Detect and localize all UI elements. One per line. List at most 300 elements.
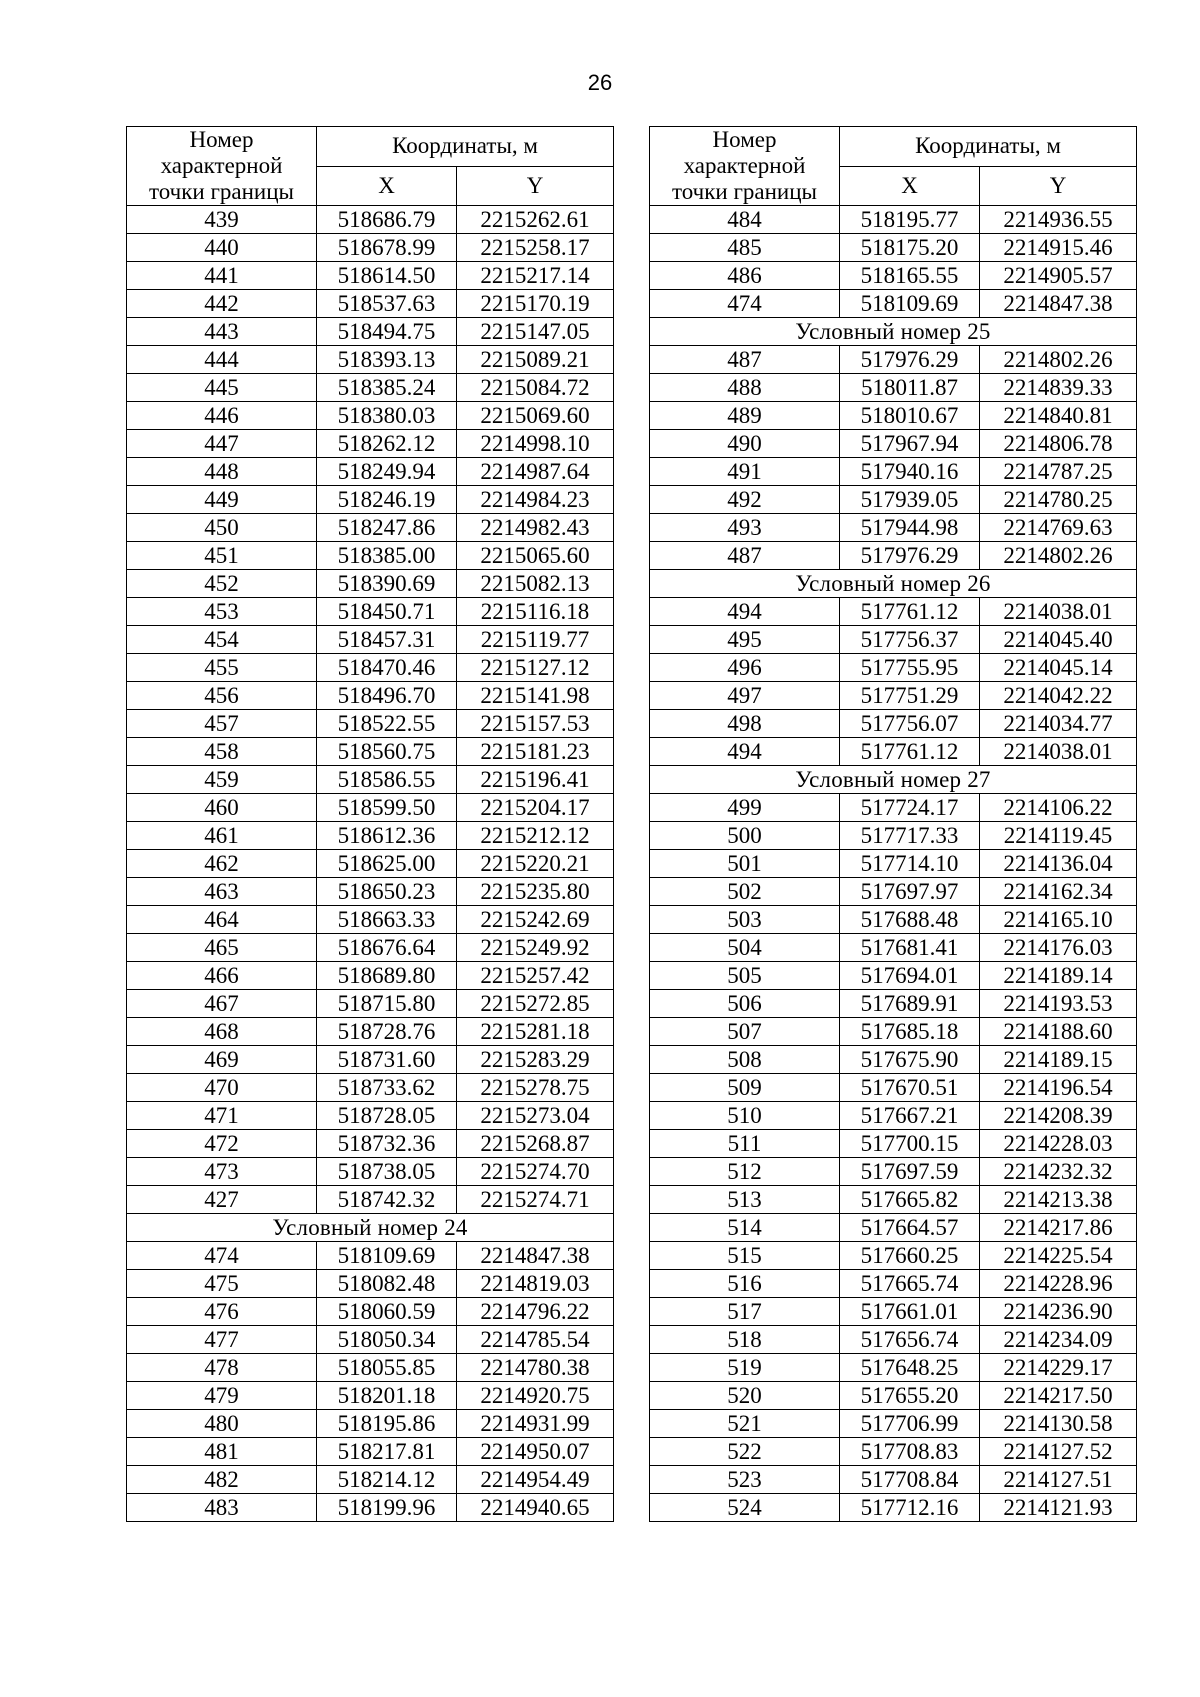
- point-number-cell: 496: [650, 654, 840, 682]
- point-number-cell: 487: [650, 346, 840, 374]
- y-coordinate-cell: 2215272.85: [457, 990, 614, 1018]
- x-coordinate-cell: 517694.01: [840, 962, 980, 990]
- group-label: Условный номер 25: [650, 318, 1137, 346]
- y-coordinate-cell: 2214176.03: [980, 934, 1137, 962]
- point-number-cell: 451: [127, 542, 317, 570]
- point-number-cell: 471: [127, 1102, 317, 1130]
- point-number-cell: 514: [650, 1214, 840, 1242]
- x-coordinate-cell: 517675.90: [840, 1046, 980, 1074]
- x-coordinate-cell: 518728.05: [317, 1102, 457, 1130]
- x-coordinate-cell: 517761.12: [840, 738, 980, 766]
- y-coordinate-cell: 2215116.18: [457, 598, 614, 626]
- x-coordinate-cell: 518011.87: [840, 374, 980, 402]
- x-coordinate-cell: 517648.25: [840, 1354, 980, 1382]
- x-coordinate-cell: 518195.86: [317, 1410, 457, 1438]
- table-row: [127, 290, 614, 318]
- y-coordinate-cell: 2214785.54: [457, 1326, 614, 1354]
- point-number-cell: 468: [127, 1018, 317, 1046]
- y-coordinate-cell: 2214931.99: [457, 1410, 614, 1438]
- table-row: [650, 346, 1137, 374]
- x-coordinate-cell: 517751.29: [840, 682, 980, 710]
- point-number-cell: 503: [650, 906, 840, 934]
- x-coordinate-cell: 518060.59: [317, 1298, 457, 1326]
- x-coordinate-cell: 517667.21: [840, 1102, 980, 1130]
- x-coordinate-cell: 518470.46: [317, 654, 457, 682]
- y-coordinate-cell: 2215273.04: [457, 1102, 614, 1130]
- point-number-cell: 462: [127, 850, 317, 878]
- table-row: [650, 822, 1137, 850]
- table-row: [650, 794, 1137, 822]
- y-coordinate-cell: 2214954.49: [457, 1466, 614, 1494]
- table-row: [650, 1158, 1137, 1186]
- x-coordinate-cell: 517665.74: [840, 1270, 980, 1298]
- y-coordinate-cell: 2214905.57: [980, 262, 1137, 290]
- x-coordinate-cell: 517724.17: [840, 794, 980, 822]
- y-coordinate-cell: 2214127.52: [980, 1438, 1137, 1466]
- x-coordinate-cell: 517665.82: [840, 1186, 980, 1214]
- y-coordinate-cell: 2214234.09: [980, 1326, 1137, 1354]
- point-number-cell: 474: [127, 1242, 317, 1270]
- group-header-row: [650, 570, 1137, 598]
- point-number-cell: 446: [127, 402, 317, 430]
- point-number-cell: 491: [650, 458, 840, 486]
- y-coordinate-cell: 2215089.21: [457, 346, 614, 374]
- point-number-cell: 470: [127, 1074, 317, 1102]
- y-coordinate-cell: 2214998.10: [457, 430, 614, 458]
- point-number-cell: 448: [127, 458, 317, 486]
- point-number-cell: 473: [127, 1158, 317, 1186]
- table-row: [650, 514, 1137, 542]
- table-row: [127, 1466, 614, 1494]
- coordinates-table-right: [649, 126, 1137, 1522]
- point-number-cell: 519: [650, 1354, 840, 1382]
- table-row: [127, 458, 614, 486]
- table-row: [650, 934, 1137, 962]
- point-number-cell: 479: [127, 1382, 317, 1410]
- table-row: [127, 542, 614, 570]
- y-coordinate-cell: 2214165.10: [980, 906, 1137, 934]
- y-coordinate-cell: 2215084.72: [457, 374, 614, 402]
- y-coordinate-cell: 2215235.80: [457, 878, 614, 906]
- x-coordinate-cell: 518457.31: [317, 626, 457, 654]
- point-number-cell: 521: [650, 1410, 840, 1438]
- x-coordinate-cell: 518393.13: [317, 346, 457, 374]
- y-coordinate-cell: 2215217.14: [457, 262, 614, 290]
- point-number-cell: 495: [650, 626, 840, 654]
- group-header-row: [127, 1214, 614, 1242]
- x-coordinate-cell: 517708.84: [840, 1466, 980, 1494]
- table-row: [650, 1186, 1137, 1214]
- y-coordinate-cell: 2215257.42: [457, 962, 614, 990]
- x-coordinate-cell: 518678.99: [317, 234, 457, 262]
- x-coordinate-cell: 517756.37: [840, 626, 980, 654]
- point-number-cell: 483: [127, 1494, 317, 1522]
- y-coordinate-cell: 2215258.17: [457, 234, 614, 262]
- table-row: [650, 1046, 1137, 1074]
- point-number-cell: 507: [650, 1018, 840, 1046]
- y-coordinate-cell: 2214936.55: [980, 206, 1137, 234]
- table-row: [650, 598, 1137, 626]
- x-coordinate-cell: 518109.69: [840, 290, 980, 318]
- table-row: [650, 1326, 1137, 1354]
- x-coordinate-cell: 518625.00: [317, 850, 457, 878]
- point-number-cell: 452: [127, 570, 317, 598]
- x-coordinate-cell: 517756.07: [840, 710, 980, 738]
- x-coordinate-cell: 517664.57: [840, 1214, 980, 1242]
- coordinates-table-left: [126, 126, 614, 1522]
- x-coordinate-cell: 518738.05: [317, 1158, 457, 1186]
- x-coordinate-cell: 517712.16: [840, 1494, 980, 1522]
- table-row: [127, 318, 614, 346]
- table-row: [127, 1354, 614, 1382]
- y-coordinate-cell: 2215127.12: [457, 654, 614, 682]
- y-coordinate-cell: 2214213.38: [980, 1186, 1137, 1214]
- y-coordinate-cell: 2214847.38: [457, 1242, 614, 1270]
- x-coordinate-cell: 518217.81: [317, 1438, 457, 1466]
- point-number-cell: 506: [650, 990, 840, 1018]
- table-row: [650, 738, 1137, 766]
- point-number-cell: 464: [127, 906, 317, 934]
- x-coordinate-cell: 517761.12: [840, 598, 980, 626]
- table-row: [650, 1382, 1137, 1410]
- y-coordinate-cell: 2214806.78: [980, 430, 1137, 458]
- x-coordinate-cell: 517688.48: [840, 906, 980, 934]
- point-number-cell: 524: [650, 1494, 840, 1522]
- x-coordinate-cell: 517689.91: [840, 990, 980, 1018]
- y-coordinate-cell: 2214193.53: [980, 990, 1137, 1018]
- point-number-cell: 487: [650, 542, 840, 570]
- point-number-cell: 444: [127, 346, 317, 374]
- table-row: [127, 738, 614, 766]
- x-coordinate-cell: 517755.95: [840, 654, 980, 682]
- point-number-cell: 486: [650, 262, 840, 290]
- x-coordinate-cell: 518262.12: [317, 430, 457, 458]
- point-number-cell: 510: [650, 1102, 840, 1130]
- y-coordinate-cell: 2215212.12: [457, 822, 614, 850]
- y-coordinate-cell: 2214987.64: [457, 458, 614, 486]
- table-row: [650, 402, 1137, 430]
- x-coordinate-cell: 518247.86: [317, 514, 457, 542]
- table-row: [650, 374, 1137, 402]
- table-row: [127, 486, 614, 514]
- table-row: [127, 682, 614, 710]
- point-number-cell: 453: [127, 598, 317, 626]
- point-number-cell: 513: [650, 1186, 840, 1214]
- x-coordinate-cell: 518380.03: [317, 402, 457, 430]
- y-coordinate-cell: 2214106.22: [980, 794, 1137, 822]
- x-coordinate-cell: 518165.55: [840, 262, 980, 290]
- table-row: [650, 1298, 1137, 1326]
- x-coordinate-cell: 518733.62: [317, 1074, 457, 1102]
- y-coordinate-cell: 2214136.04: [980, 850, 1137, 878]
- point-number-cell: 439: [127, 206, 317, 234]
- point-number-cell: 492: [650, 486, 840, 514]
- x-coordinate-cell: 518732.36: [317, 1130, 457, 1158]
- table-row: [127, 598, 614, 626]
- y-coordinate-cell: 2215082.13: [457, 570, 614, 598]
- point-number-cell: 449: [127, 486, 317, 514]
- y-coordinate-cell: 2214034.77: [980, 710, 1137, 738]
- point-number-cell: 457: [127, 710, 317, 738]
- x-coordinate-cell: 517706.99: [840, 1410, 980, 1438]
- point-number-cell: 494: [650, 598, 840, 626]
- x-coordinate-cell: 518522.55: [317, 710, 457, 738]
- x-coordinate-cell: 518385.24: [317, 374, 457, 402]
- table-row: [650, 962, 1137, 990]
- y-coordinate-cell: 2214232.32: [980, 1158, 1137, 1186]
- y-coordinate-cell: 2214787.25: [980, 458, 1137, 486]
- point-number-cell: 427: [127, 1186, 317, 1214]
- table-row: [127, 346, 614, 374]
- x-coordinate-cell: 517939.05: [840, 486, 980, 514]
- x-coordinate-cell: 517685.18: [840, 1018, 980, 1046]
- point-number-cell: 456: [127, 682, 317, 710]
- x-coordinate-cell: 518686.79: [317, 206, 457, 234]
- table-row: [650, 486, 1137, 514]
- x-coordinate-cell: 517661.01: [840, 1298, 980, 1326]
- table-row: [127, 794, 614, 822]
- table-row: [650, 1438, 1137, 1466]
- y-coordinate-cell: 2214920.75: [457, 1382, 614, 1410]
- point-number-cell: 505: [650, 962, 840, 990]
- y-coordinate-cell: 2214228.03: [980, 1130, 1137, 1158]
- table-row: [127, 1494, 614, 1522]
- table-row: [650, 1242, 1137, 1270]
- point-number-cell: 461: [127, 822, 317, 850]
- point-number-cell: 469: [127, 1046, 317, 1074]
- x-coordinate-cell: 518082.48: [317, 1270, 457, 1298]
- x-coordinate-cell: 517697.59: [840, 1158, 980, 1186]
- y-coordinate-cell: 2214225.54: [980, 1242, 1137, 1270]
- point-number-cell: 490: [650, 430, 840, 458]
- y-coordinate-cell: 2214162.34: [980, 878, 1137, 906]
- y-coordinate-cell: 2214228.96: [980, 1270, 1137, 1298]
- point-number-cell: 465: [127, 934, 317, 962]
- point-number-cell: 466: [127, 962, 317, 990]
- page-number: 26: [587, 70, 613, 95]
- header-x: X: [840, 166, 980, 206]
- y-coordinate-cell: 2214796.22: [457, 1298, 614, 1326]
- x-coordinate-cell: 518599.50: [317, 794, 457, 822]
- x-coordinate-cell: 518731.60: [317, 1046, 457, 1074]
- y-coordinate-cell: 2214840.81: [980, 402, 1137, 430]
- x-coordinate-cell: 518385.00: [317, 542, 457, 570]
- x-coordinate-cell: 518650.23: [317, 878, 457, 906]
- table-row: [127, 1438, 614, 1466]
- y-coordinate-cell: 2215281.18: [457, 1018, 614, 1046]
- x-coordinate-cell: 518175.20: [840, 234, 980, 262]
- x-coordinate-cell: 517670.51: [840, 1074, 980, 1102]
- point-number-cell: 517: [650, 1298, 840, 1326]
- y-coordinate-cell: 2215170.19: [457, 290, 614, 318]
- y-coordinate-cell: 2214982.43: [457, 514, 614, 542]
- point-number-cell: 459: [127, 766, 317, 794]
- y-coordinate-cell: 2215278.75: [457, 1074, 614, 1102]
- point-number-cell: 500: [650, 822, 840, 850]
- x-coordinate-cell: 518199.96: [317, 1494, 457, 1522]
- x-coordinate-cell: 518201.18: [317, 1382, 457, 1410]
- point-number-cell: 455: [127, 654, 317, 682]
- point-number-cell: 476: [127, 1298, 317, 1326]
- point-number-cell: 447: [127, 430, 317, 458]
- y-coordinate-cell: 2214236.90: [980, 1298, 1137, 1326]
- point-number-cell: 499: [650, 794, 840, 822]
- point-number-cell: 454: [127, 626, 317, 654]
- y-coordinate-cell: 2214769.63: [980, 514, 1137, 542]
- point-number-cell: 498: [650, 710, 840, 738]
- table-row: [127, 234, 614, 262]
- point-number-cell: 515: [650, 1242, 840, 1270]
- point-number-cell: 485: [650, 234, 840, 262]
- y-coordinate-cell: 2215274.71: [457, 1186, 614, 1214]
- x-coordinate-cell: 518586.55: [317, 766, 457, 794]
- group-label: Условный номер 27: [650, 766, 1137, 794]
- y-coordinate-cell: 2215141.98: [457, 682, 614, 710]
- table-row: [650, 710, 1137, 738]
- table-row: [650, 262, 1137, 290]
- x-coordinate-cell: 517976.29: [840, 542, 980, 570]
- y-coordinate-cell: 2214121.93: [980, 1494, 1137, 1522]
- x-coordinate-cell: 517708.83: [840, 1438, 980, 1466]
- y-coordinate-cell: 2214189.15: [980, 1046, 1137, 1074]
- table-row: [650, 542, 1137, 570]
- point-number-cell: 463: [127, 878, 317, 906]
- table-row: [650, 458, 1137, 486]
- x-coordinate-cell: 518689.80: [317, 962, 457, 990]
- x-coordinate-cell: 518450.71: [317, 598, 457, 626]
- table-row: [127, 402, 614, 430]
- x-coordinate-cell: 518663.33: [317, 906, 457, 934]
- point-number-cell: 443: [127, 318, 317, 346]
- y-coordinate-cell: 2214802.26: [980, 542, 1137, 570]
- table-row: [127, 1074, 614, 1102]
- table-row: [127, 766, 614, 794]
- y-coordinate-cell: 2214196.54: [980, 1074, 1137, 1102]
- y-coordinate-cell: 2215157.53: [457, 710, 614, 738]
- table-row: [650, 234, 1137, 262]
- point-number-cell: 475: [127, 1270, 317, 1298]
- y-coordinate-cell: 2215069.60: [457, 402, 614, 430]
- x-coordinate-cell: 518560.75: [317, 738, 457, 766]
- table-row: [650, 850, 1137, 878]
- table-row: [127, 1270, 614, 1298]
- y-coordinate-cell: 2215268.87: [457, 1130, 614, 1158]
- table-row: [127, 1046, 614, 1074]
- table-row: [127, 570, 614, 598]
- y-coordinate-cell: 2215196.41: [457, 766, 614, 794]
- x-coordinate-cell: 518612.36: [317, 822, 457, 850]
- point-number-cell: 450: [127, 514, 317, 542]
- x-coordinate-cell: 518195.77: [840, 206, 980, 234]
- point-number-cell: 481: [127, 1438, 317, 1466]
- point-number-cell: 502: [650, 878, 840, 906]
- table-row: [127, 878, 614, 906]
- x-coordinate-cell: 517714.10: [840, 850, 980, 878]
- point-number-cell: 508: [650, 1046, 840, 1074]
- y-coordinate-cell: 2214819.03: [457, 1270, 614, 1298]
- x-coordinate-cell: 518010.67: [840, 402, 980, 430]
- x-coordinate-cell: 517656.74: [840, 1326, 980, 1354]
- point-number-cell: 497: [650, 682, 840, 710]
- table-row: [650, 990, 1137, 1018]
- header-point-number: Номер характерной точки границы: [650, 127, 840, 206]
- point-number-cell: 523: [650, 1466, 840, 1494]
- x-coordinate-cell: 518715.80: [317, 990, 457, 1018]
- y-coordinate-cell: 2214045.40: [980, 626, 1137, 654]
- point-number-cell: 494: [650, 738, 840, 766]
- y-coordinate-cell: 2214950.07: [457, 1438, 614, 1466]
- point-number-cell: 522: [650, 1438, 840, 1466]
- x-coordinate-cell: 517944.98: [840, 514, 980, 542]
- y-coordinate-cell: 2215181.23: [457, 738, 614, 766]
- y-coordinate-cell: 2215204.17: [457, 794, 614, 822]
- x-coordinate-cell: 517700.15: [840, 1130, 980, 1158]
- y-coordinate-cell: 2214188.60: [980, 1018, 1137, 1046]
- x-coordinate-cell: 518614.50: [317, 262, 457, 290]
- y-coordinate-cell: 2214802.26: [980, 346, 1137, 374]
- y-coordinate-cell: 2215220.21: [457, 850, 614, 878]
- x-coordinate-cell: 518050.34: [317, 1326, 457, 1354]
- table-row: [650, 430, 1137, 458]
- point-number-cell: 442: [127, 290, 317, 318]
- x-coordinate-cell: 517660.25: [840, 1242, 980, 1270]
- table-row: [127, 906, 614, 934]
- table-row: [127, 710, 614, 738]
- table-row: [127, 1018, 614, 1046]
- y-coordinate-cell: 2215119.77: [457, 626, 614, 654]
- point-number-cell: 501: [650, 850, 840, 878]
- table-row: [650, 1102, 1137, 1130]
- y-coordinate-cell: 2215242.69: [457, 906, 614, 934]
- x-coordinate-cell: 518246.19: [317, 486, 457, 514]
- x-coordinate-cell: 517681.41: [840, 934, 980, 962]
- table-row: [127, 990, 614, 1018]
- x-coordinate-cell: 518496.70: [317, 682, 457, 710]
- table-row: [650, 1410, 1137, 1438]
- table-row: [127, 934, 614, 962]
- table-row: [127, 514, 614, 542]
- point-number-cell: 518: [650, 1326, 840, 1354]
- table-row: [127, 262, 614, 290]
- table-row: [650, 1494, 1137, 1522]
- table-row: [127, 1298, 614, 1326]
- y-coordinate-cell: 2214119.45: [980, 822, 1137, 850]
- x-coordinate-cell: 518055.85: [317, 1354, 457, 1382]
- y-coordinate-cell: 2214780.25: [980, 486, 1137, 514]
- point-number-cell: 445: [127, 374, 317, 402]
- y-coordinate-cell: 2214208.39: [980, 1102, 1137, 1130]
- header-coordinates: Координаты, м: [317, 127, 614, 167]
- y-coordinate-cell: 2214042.22: [980, 682, 1137, 710]
- point-number-cell: 477: [127, 1326, 317, 1354]
- x-coordinate-cell: 517967.94: [840, 430, 980, 458]
- x-coordinate-cell: 517717.33: [840, 822, 980, 850]
- point-number-cell: 460: [127, 794, 317, 822]
- x-coordinate-cell: 518109.69: [317, 1242, 457, 1270]
- point-number-cell: 458: [127, 738, 317, 766]
- table-row: [127, 850, 614, 878]
- table-row: [650, 1354, 1137, 1382]
- table-row: [650, 1270, 1137, 1298]
- table-row: [127, 626, 614, 654]
- y-coordinate-cell: 2214984.23: [457, 486, 614, 514]
- table-row: [650, 626, 1137, 654]
- point-number-cell: 482: [127, 1466, 317, 1494]
- table-row: [650, 1018, 1137, 1046]
- y-coordinate-cell: 2214127.51: [980, 1466, 1137, 1494]
- point-number-cell: 478: [127, 1354, 317, 1382]
- x-coordinate-cell: 518728.76: [317, 1018, 457, 1046]
